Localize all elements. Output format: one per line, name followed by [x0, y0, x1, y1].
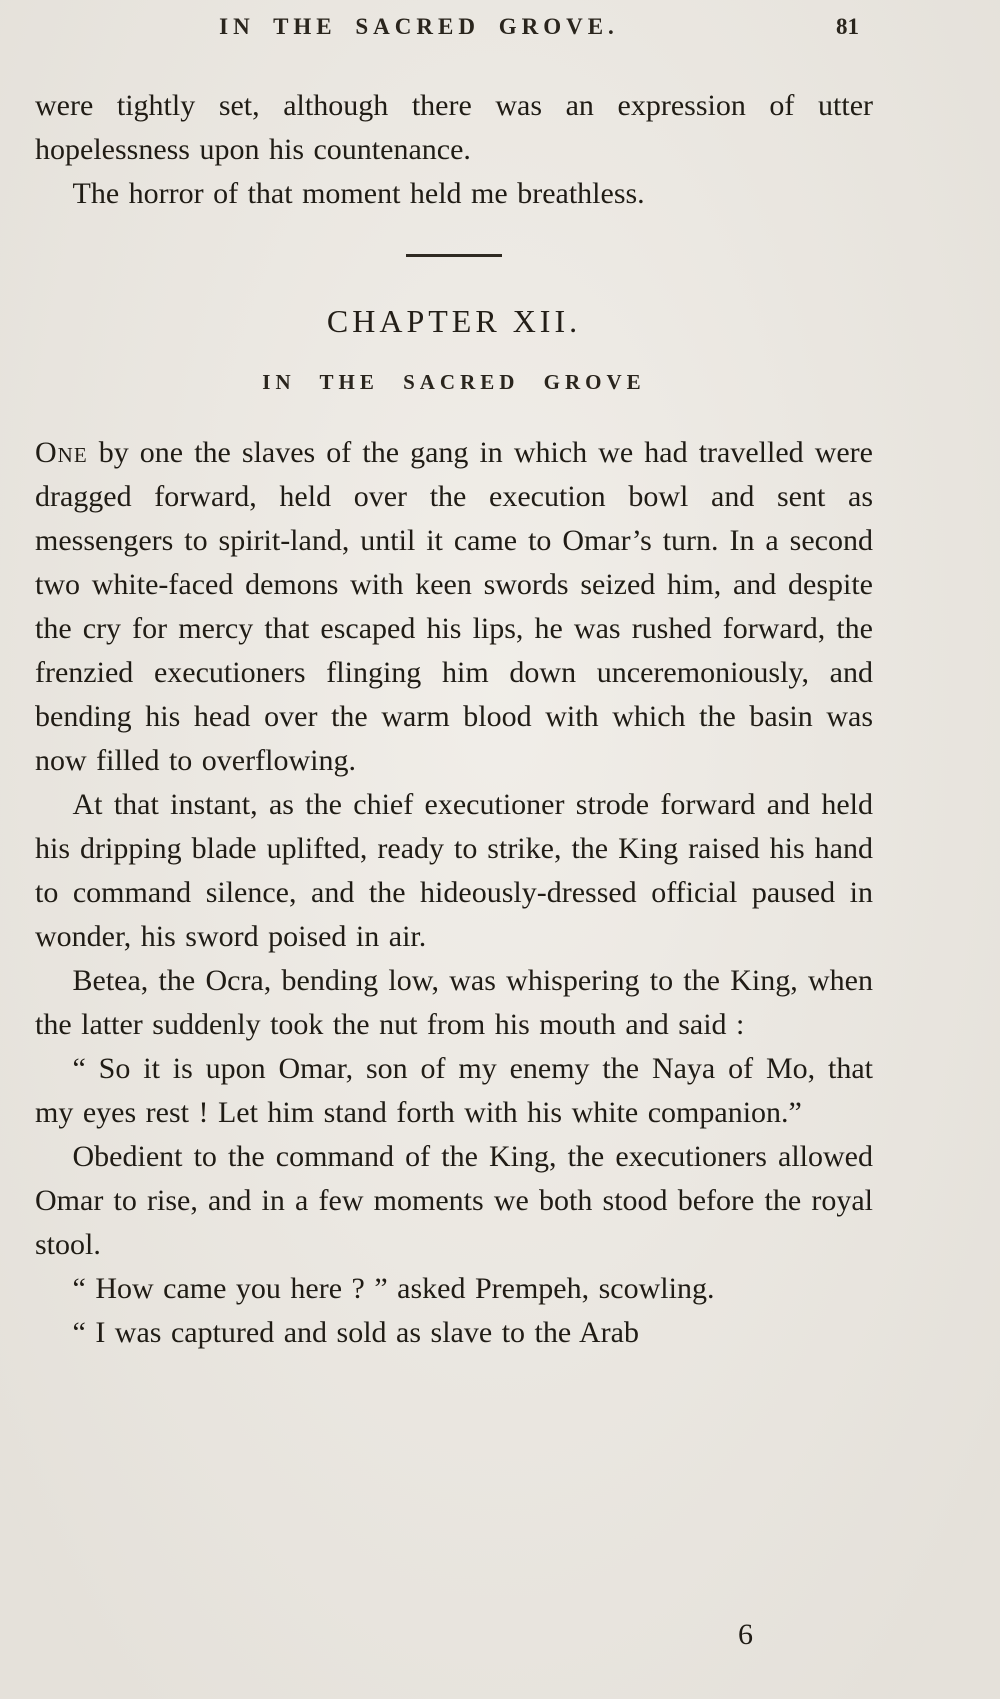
footer-page-number: 6 [738, 1618, 753, 1651]
running-header [35, 14, 873, 54]
paragraph: Obedient to the command of the King, the executioners allowed Omar to rise, and in a few moments we both stood before the royal stool. [35, 1140, 873, 1261]
chapter-body [35, 431, 873, 1355]
paragraph-text: by one the slaves of the gang in which we had travelled were dragged forward, held over the execution bowl and sent as messengers to spirit-land, until it came to Omar’s turn. In a second two white-faced demons with keen swords seized him, and despite the cry for mercy that escaped his lips, he was rushed forward, the frenzied executioners flinging him down unceremoniously, and bending his head over the warm blood with which the basin was now filled to overflowing. [35, 436, 873, 777]
page-number: 81 [836, 14, 859, 39]
paragraph: “ How came you here ? ” asked Prempeh, scowling. [72, 1272, 715, 1305]
lead-word: One [35, 436, 88, 469]
running-title: IN THE SACRED GROVE. [219, 14, 619, 39]
paragraph: At that instant, as the chief executioner strode forward and held his dripping blade uplifted, ready to strike, the King raised his hand to command silence, and the hideously-dressed official paused in wonder, his sword poised in air. [35, 788, 873, 953]
section-divider [406, 254, 502, 257]
paragraph: “ So it is upon Omar, son of my enemy the Naya of Mo, that my eyes rest ! Let him stand forth with his white companion.” [35, 1052, 873, 1129]
page-content [35, 10, 873, 1355]
chapter-title: CHAPTER XII. [326, 303, 582, 339]
paragraph: Betea, the Ocra, bending low, was whispering to the King, when the latter suddenly took the nut from his mouth and said : [35, 964, 873, 1041]
paragraph: The horror of that moment held me breathless. [72, 177, 645, 210]
chapter-subtitle: IN THE SACRED GROVE [262, 370, 646, 394]
top-section [35, 84, 873, 216]
paragraph: “ I was captured and sold as slave to the Arab [72, 1316, 639, 1349]
paragraph [35, 431, 873, 783]
paragraph: were tightly set, although there was an expression of utter hopelessness upon his countenance. [35, 89, 873, 166]
